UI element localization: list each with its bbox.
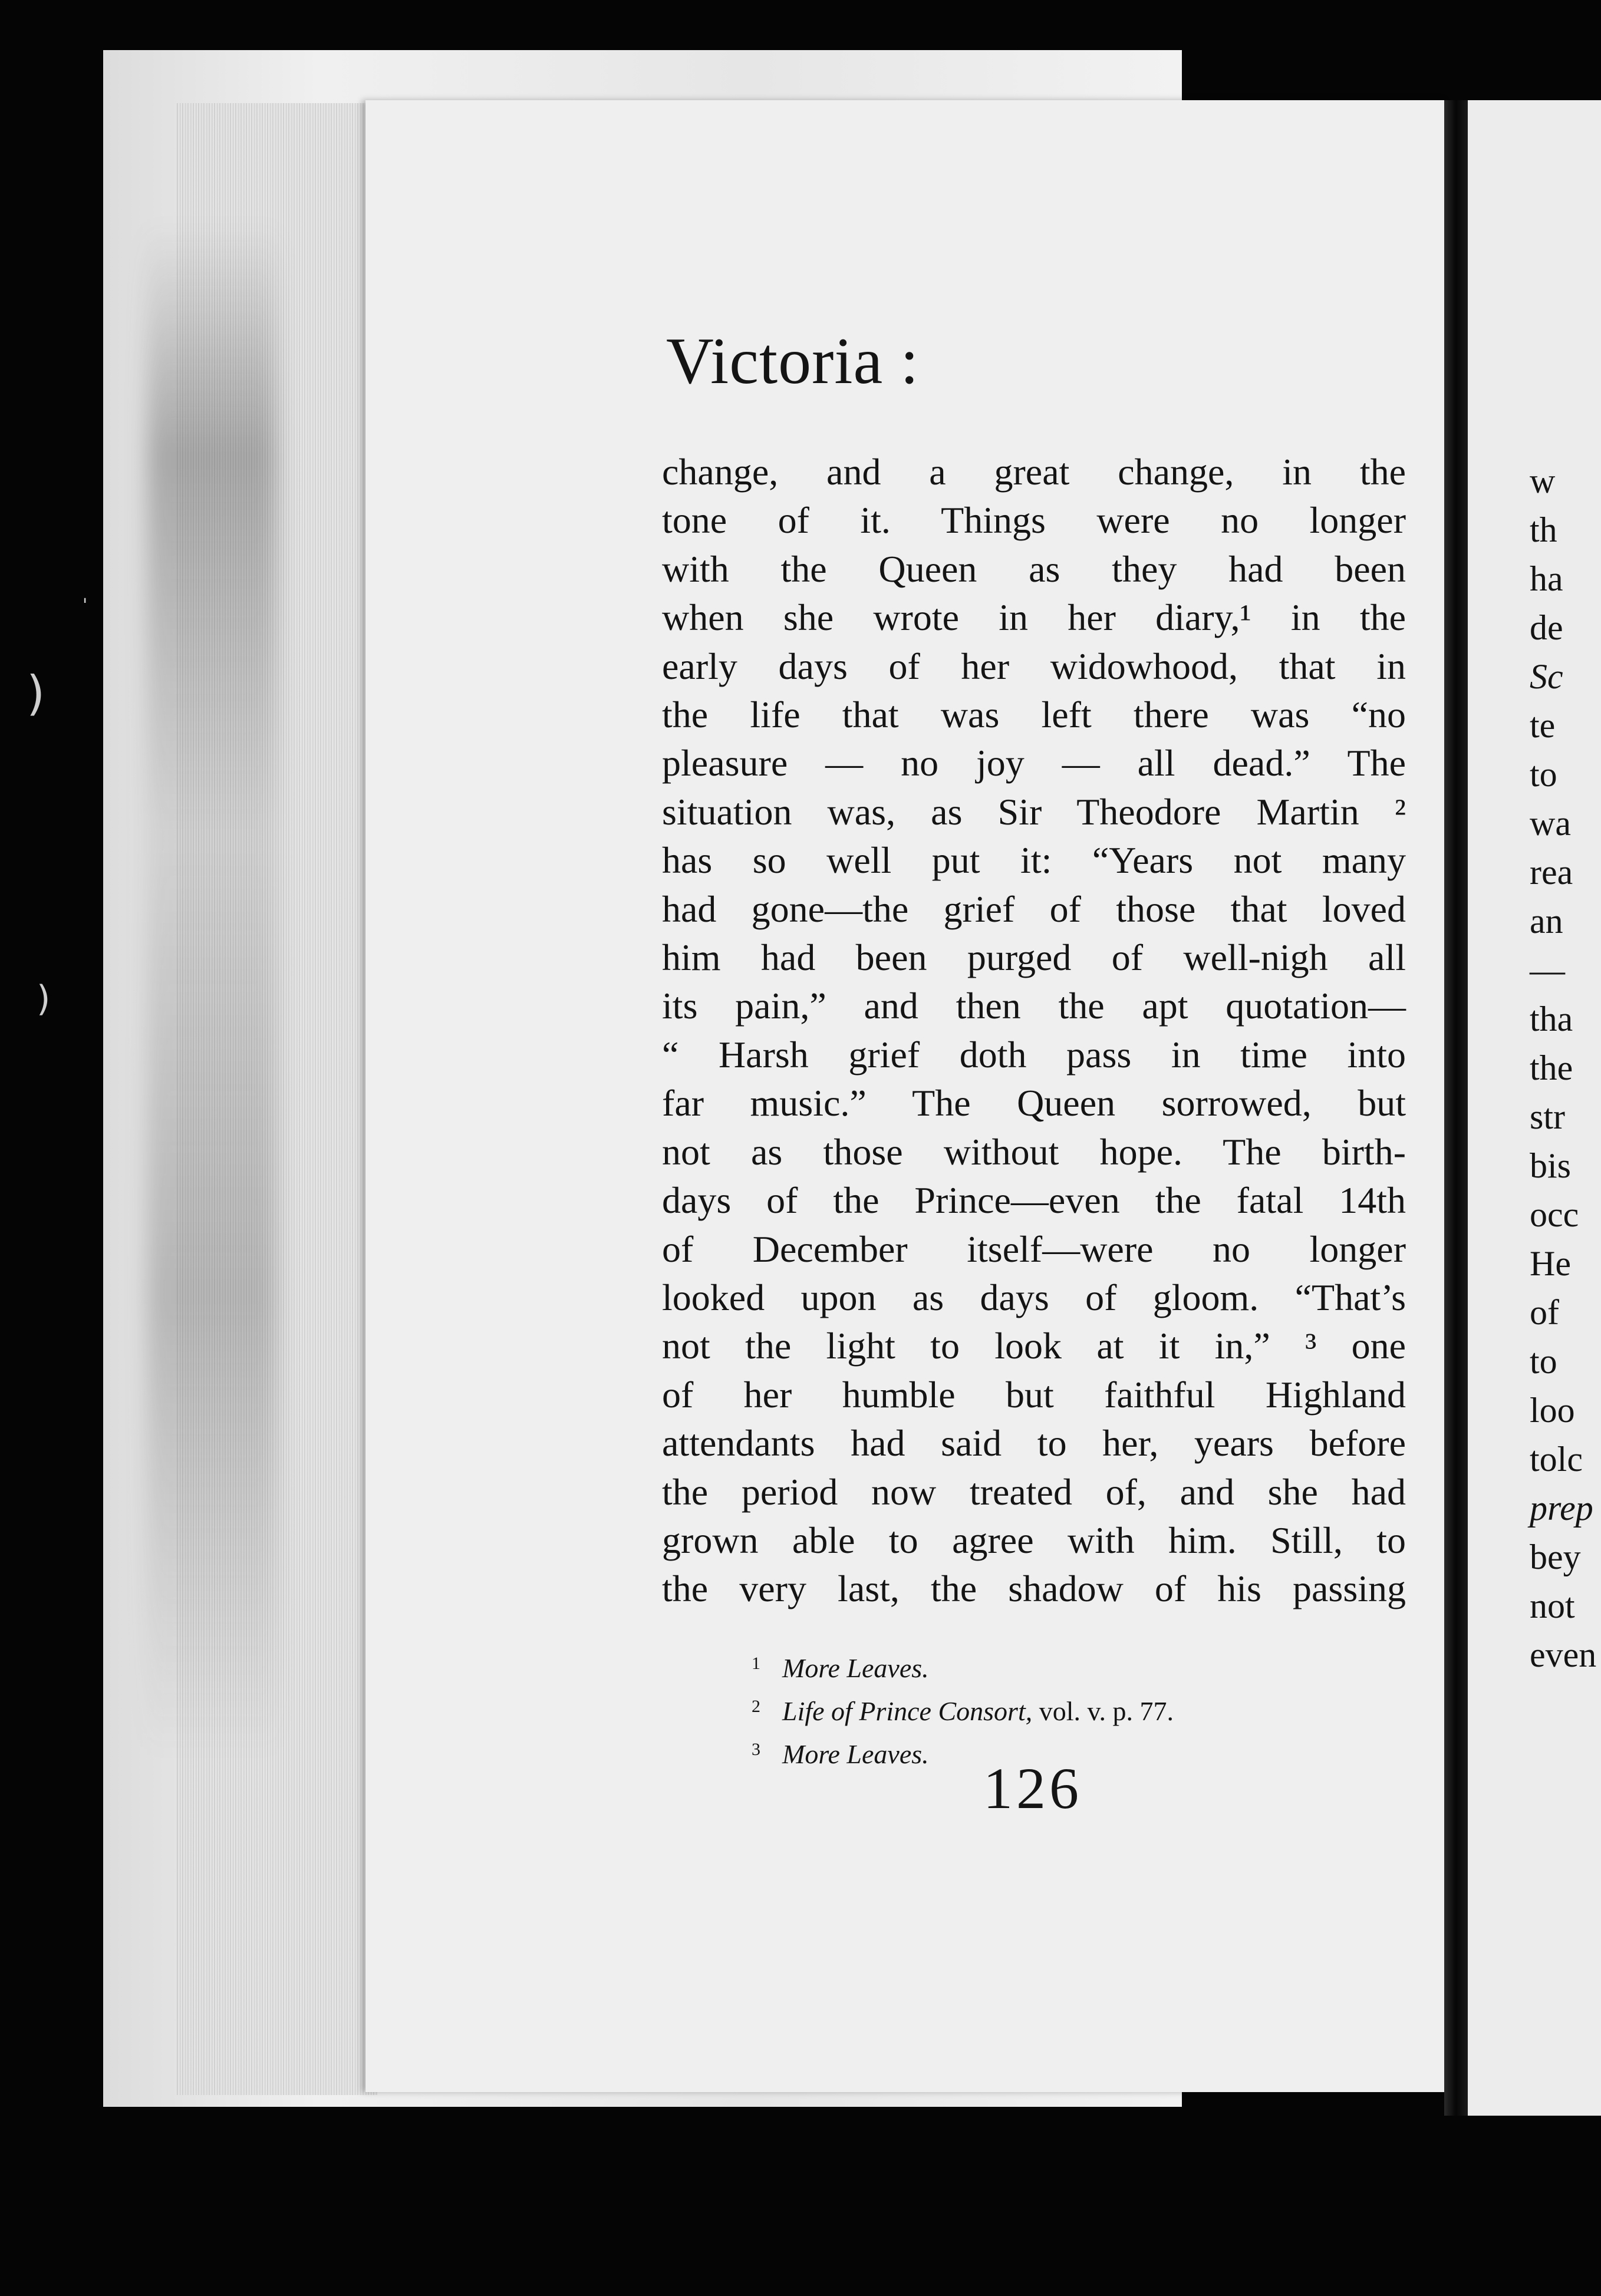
- right-page-fragment: —: [1530, 951, 1565, 989]
- body-line: has so well put it: “Years not many: [662, 839, 1406, 882]
- right-page-fragment: de: [1530, 608, 1563, 647]
- right-page-fragment: tolc: [1530, 1440, 1583, 1479]
- body-line: pleasure — no joy — all dead.” The: [662, 742, 1406, 784]
- body-text: [662, 448, 1406, 1614]
- footnote: [752, 1687, 1341, 1730]
- right-page-fragment: w: [1530, 461, 1556, 500]
- right-page-fragment: Sc: [1530, 657, 1563, 696]
- body-line: attendants had said to her, years before: [662, 1422, 1406, 1464]
- right-page-fragment: not: [1530, 1586, 1575, 1625]
- margin-speck: ): [27, 666, 45, 721]
- page-smudge: [147, 224, 277, 1756]
- body-line: him had been purged of well-nigh all: [662, 936, 1406, 979]
- body-line: with the Queen as they had been: [662, 547, 1406, 590]
- right-page-fragment: bis: [1530, 1146, 1572, 1185]
- right-page-fragment: str: [1530, 1097, 1565, 1136]
- body-line: its pain,” and then the apt quotation—: [662, 985, 1406, 1027]
- footnote: [752, 1644, 1341, 1687]
- right-page-fragment: an: [1530, 902, 1563, 941]
- body-line: change, and a great change, in the: [662, 451, 1406, 493]
- right-page-text: [1530, 457, 1601, 1680]
- right-page-fragment: tha: [1530, 999, 1573, 1038]
- body-line: of December itself—were no longer: [662, 1228, 1406, 1270]
- right-page-fragment: rea: [1530, 853, 1573, 892]
- footnote-mark: 3: [752, 1740, 760, 1759]
- body-line: far music.” The Queen sorrowed, but: [662, 1082, 1406, 1124]
- right-page-fragment: ha: [1530, 559, 1563, 598]
- body-line: situation was, as Sir Theodore Martin ²: [662, 790, 1406, 833]
- body-line: looked upon as days of gloom. “That’s: [662, 1276, 1406, 1318]
- body-line: the period now treated of, and she had: [662, 1470, 1406, 1513]
- body-line: had gone—the grief of those that loved: [662, 888, 1406, 930]
- footnote-source: More Leaves.: [782, 1653, 929, 1683]
- body-line: grown able to agree with him. Still, to: [662, 1519, 1406, 1561]
- body-line: the life that was left there was “no: [662, 694, 1406, 736]
- margin-speck: ): [37, 978, 51, 1020]
- body-line: not as those without hope. The birth-: [662, 1130, 1406, 1173]
- footnote-source: More Leaves.: [782, 1739, 929, 1769]
- body-line: of her humble but faithful Highland: [662, 1373, 1406, 1416]
- right-page-fragment: to: [1530, 755, 1557, 794]
- footnote-mark: 2: [752, 1697, 760, 1716]
- running-head: Victoria :: [666, 325, 920, 398]
- margin-speck: ': [83, 595, 88, 616]
- footnote-detail: vol. v. p. 77.: [1032, 1696, 1174, 1726]
- right-page-fragment: te: [1530, 706, 1556, 745]
- page-number: 126: [983, 1756, 1082, 1821]
- right-page-fragment: He: [1530, 1244, 1571, 1283]
- right-page-fragment: even: [1530, 1635, 1597, 1674]
- body-line: days of the Prince—even the fatal 14th: [662, 1179, 1406, 1222]
- footnote-mark: 1: [752, 1654, 760, 1673]
- right-page-fragment: the: [1530, 1048, 1573, 1087]
- right-page-fragment: th: [1530, 510, 1557, 549]
- right-page-fragment: occ: [1530, 1195, 1579, 1234]
- right-page: [1468, 100, 1601, 2116]
- right-page-fragment: prep: [1530, 1489, 1593, 1528]
- body-line: tone of it. Things were no longer: [662, 499, 1406, 542]
- body-line: when she wrote in her diary,¹ in the: [662, 596, 1406, 639]
- body-line: not the light to look at it in,” ³ one: [662, 1325, 1406, 1367]
- right-page-fragment: bey: [1530, 1538, 1581, 1576]
- footnote-source: Life of Prince Consort,: [782, 1696, 1033, 1726]
- body-line: the very last, the shadow of his passing: [662, 1568, 1406, 1610]
- body-line: early days of her widowhood, that in: [662, 645, 1406, 687]
- body-line: “ Harsh grief doth pass in time into: [662, 1033, 1406, 1076]
- right-page-fragment: loo: [1530, 1391, 1575, 1430]
- book-gutter: [1444, 100, 1468, 2116]
- right-page-fragment: of: [1530, 1293, 1559, 1332]
- right-page-fragment: wa: [1530, 804, 1571, 843]
- right-page-fragment: to: [1530, 1342, 1557, 1381]
